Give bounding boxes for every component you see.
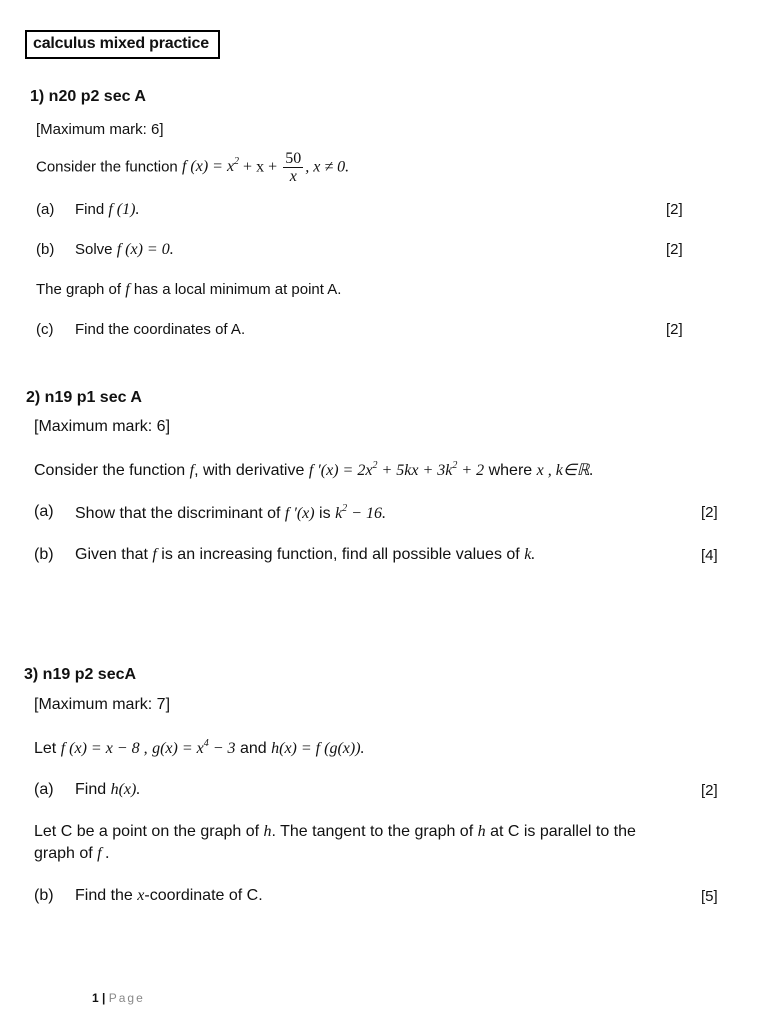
page-label: Page <box>108 991 145 1005</box>
q1-part-b-text: Solve f (x) = 0. <box>75 241 174 258</box>
q3-part-a-mark: [2] <box>701 782 718 799</box>
q3-part-b-text: Find the x-coordinate of C. <box>75 887 263 904</box>
q1-part-b-mark: [2] <box>666 241 683 258</box>
q1-part-c-mark: [2] <box>666 321 683 338</box>
q1-max-mark: [Maximum mark: 6] <box>36 121 164 138</box>
q2-part-a-mark: [2] <box>701 504 718 521</box>
q3-part-a-text: Find h(x). <box>75 781 141 798</box>
q2-intro: Consider the function f, with derivative f $'(x) = 2x^2 + 5kx + 3k^2 + 2$ where x , k∈ℝ. <box>34 460 594 479</box>
q1-part-a-mark: [2] <box>666 201 683 218</box>
q1-statement: The graph of f has a local minimum at point A. <box>36 281 342 298</box>
q2-part-a-label: (a) <box>34 503 54 520</box>
page-number: 1 <box>92 991 99 1005</box>
q3-part-b-label: (b) <box>34 887 54 904</box>
q3-statement-line1: Let C be a point on the graph of h. The tangent to the graph of h at C is parallel to the <box>34 823 636 840</box>
q1-intro-text: Consider the function <box>36 158 178 176</box>
q1-heading: 1) n20 p2 sec A <box>30 88 146 105</box>
q1-part-c-text: Find the coordinates of A. <box>75 321 246 338</box>
q2-heading: 2) n19 p1 sec A <box>26 389 142 406</box>
q2-part-b-text: Given that f is an increasing function, find all possible values of k. <box>75 546 536 563</box>
q3-heading: 3) n19 p2 secA <box>24 666 137 683</box>
q1-intro <box>36 150 349 185</box>
q2-part-a-text: Show that the discriminant of f ′(x) is $k^2 - 16$. <box>75 503 386 522</box>
q1-function-lhs: f $(x) = x^2$ <box>181 156 240 176</box>
q2-part-b-mark: [4] <box>701 547 718 564</box>
q1-part-c-label: (c) <box>36 321 54 338</box>
q3-max-mark: [Maximum mark: 7] <box>34 696 171 713</box>
q2-max-mark: [Maximum mark: 6] <box>34 418 171 435</box>
q3-statement-line2: graph of f . <box>34 845 110 862</box>
page-separator: | <box>102 991 106 1005</box>
q2-part-b-label: (b) <box>34 546 54 563</box>
q3-part-b-mark: [5] <box>701 888 718 905</box>
q1-function-condition: , x ≠ 0. <box>305 158 350 176</box>
q2-derivative: f $'(x) = 2x^2 + 5kx + 3k^2 + 2$ <box>308 460 485 479</box>
q3-part-a-label: (a) <box>34 781 54 798</box>
page-footer <box>92 991 145 1005</box>
q1-part-a-label: (a) <box>36 201 55 218</box>
q3-definitions: Let f (x) = x − 8 , $g(x) = x^4 - 3$ and h(x) = f (g(x)). <box>34 738 365 757</box>
q1-fraction: $\frac{50}{x}$ <box>285 150 302 185</box>
q1-part-b-label: (b) <box>36 241 55 258</box>
q1-part-a-text: Find f (1). <box>75 201 140 218</box>
document-title: calculus mixed practice <box>33 35 209 52</box>
q1-function-mid: + x + <box>239 158 278 176</box>
